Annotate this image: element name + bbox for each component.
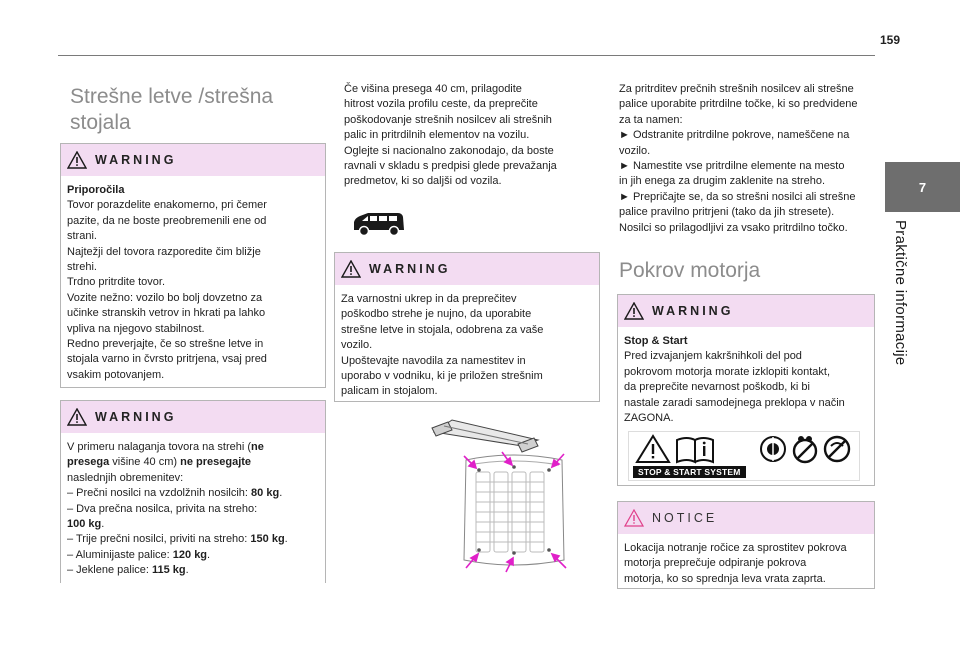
warning-box-stop-start bbox=[617, 294, 875, 486]
text-line: strehi. bbox=[67, 261, 97, 274]
text-line: stojala varno in čvrsto pritrjena, vsaj pred bbox=[67, 353, 267, 366]
text-line: strešne letve in stojala, odobrena za vaše bbox=[341, 323, 544, 336]
text-span: . bbox=[185, 564, 189, 577]
text-line: palice uporabite pritrdilne točke, ki so predvidene bbox=[619, 98, 858, 111]
text-span: – Prečni nosilci na vzdolžnih nosilcih: bbox=[67, 487, 252, 500]
text-span: . bbox=[284, 533, 288, 546]
chapter-title: Praktične informacije bbox=[892, 220, 909, 366]
text-span: – Aluminijaste palice: bbox=[67, 548, 173, 561]
warning-triangle-icon bbox=[67, 408, 87, 426]
sticker-no-hands-icon bbox=[794, 436, 816, 462]
text-line: in jih enega za drugim zaklenite na streho. bbox=[619, 175, 826, 188]
text-line: Nosilci so prilagodljivi za vsako pritrdilno točko. bbox=[619, 221, 848, 234]
warning-triangle-icon bbox=[624, 302, 644, 320]
sticker-manual-icon bbox=[677, 438, 713, 462]
load-value: 115 kg bbox=[152, 564, 186, 577]
text-line: vpliva na njegovo stabilnost. bbox=[67, 322, 205, 335]
text-line: Pred izvajanjem kakršnihkoli del pod bbox=[624, 350, 802, 363]
sticker-icons bbox=[633, 434, 855, 464]
text-span: . bbox=[101, 518, 105, 531]
notice-label: NOTICE bbox=[652, 511, 718, 525]
text-line: pazite, da ne boste preobremenili ene od bbox=[67, 214, 267, 227]
chapter-tab[interactable] bbox=[885, 162, 960, 212]
sticker-label: STOP & START SYSTEM bbox=[633, 466, 746, 478]
text-line: motorja, ko so sprednja leva vrata zaprta. bbox=[624, 572, 826, 585]
text-span: . bbox=[207, 548, 211, 561]
warning-body bbox=[618, 327, 874, 434]
text-line: Redno preverjajte, če so strešne letve in bbox=[67, 338, 264, 351]
text-line: palice pravilno pritrjeni (tako da jih stresete). bbox=[619, 206, 835, 219]
text-line: predmetov, ki so daljši od vozila. bbox=[344, 175, 502, 188]
stop-start-sticker bbox=[628, 431, 860, 481]
load-value: 100 kg bbox=[67, 518, 102, 531]
notice-body bbox=[618, 534, 874, 595]
warning-label: WARNING bbox=[95, 410, 177, 424]
text-line: Tovor porazdelite enakomerno, pri čemer bbox=[67, 199, 267, 212]
text-line: učinke stranskih vetrov in hkrati pa lahko bbox=[67, 307, 266, 320]
text-line: Upoštevajte navodila za namestitev in bbox=[341, 354, 526, 367]
sticker-fan-icon bbox=[761, 437, 785, 461]
text-line: Za varnostni ukrep in da preprečitev bbox=[341, 293, 517, 305]
text-line: vozilo. bbox=[341, 339, 373, 352]
text-bold: ne bbox=[251, 441, 264, 453]
text-line: ► Namestite vse pritrdilne elemente na mesto bbox=[619, 160, 845, 173]
warning-box-approved-bars bbox=[334, 252, 600, 402]
warning-triangle-icon bbox=[341, 260, 361, 278]
text-line: Vozite nežno: vozilo bo bolj dovzetno za bbox=[67, 291, 263, 304]
text-line: naslednjih obremenitev: bbox=[67, 471, 184, 484]
text-span: – Trije prečni nosilci, priviti na streho: bbox=[67, 533, 251, 546]
speed-advice-text bbox=[344, 82, 604, 190]
attachment-instructions bbox=[619, 82, 881, 236]
text-line: Če višina presega 40 cm, prilagodite bbox=[344, 83, 522, 95]
text-bold: ne presegajte bbox=[180, 456, 252, 469]
roof-bar-illustration bbox=[432, 420, 538, 452]
warning-label: WARNING bbox=[369, 262, 451, 276]
text-line: Oglejte si nacionalno zakonodajo, da boste bbox=[344, 144, 554, 157]
text-line: hitrost vozila profilu ceste, da preprečite bbox=[344, 98, 538, 111]
sticker-warning-icon bbox=[637, 436, 669, 462]
text-line: vsakim potovanjem. bbox=[67, 368, 165, 381]
text-span: – Jeklene palice: bbox=[67, 564, 152, 577]
text-line: Lokacija notranje ročice za sprostitev pokrova bbox=[624, 542, 847, 554]
warning-triangle-icon bbox=[67, 151, 87, 169]
notice-box-bonnet-release bbox=[617, 501, 875, 589]
text-line: za ta namen: bbox=[619, 113, 683, 126]
van-icon bbox=[350, 210, 406, 238]
text-line: pokrovom motorja morate izklopiti kontakt, bbox=[624, 365, 831, 378]
text-line: nastale zaradi samodejnega preklopa v način bbox=[624, 396, 845, 409]
text-line: – Dva prečna nosilca, privita na streho: bbox=[67, 502, 258, 515]
chapter-number: 7 bbox=[918, 179, 927, 195]
text-line: ZAGONA. bbox=[624, 412, 674, 425]
sticker-no-tools-icon bbox=[825, 437, 849, 461]
text-line: vozilo. bbox=[619, 144, 651, 157]
warning-header bbox=[61, 401, 325, 433]
text-line: ► Odstranite pritrdilne pokrove, nameščene na bbox=[619, 129, 850, 142]
warning-header bbox=[61, 144, 325, 176]
van-top-view bbox=[464, 455, 564, 565]
load-value: 150 kg bbox=[250, 533, 285, 546]
warning-heading: Stop & Start bbox=[624, 335, 688, 347]
section-title-line: stojala bbox=[70, 111, 131, 134]
header-rule bbox=[58, 55, 875, 56]
text-line: palicam in stojalom. bbox=[341, 385, 438, 398]
section-title-bonnet: Pokrov motorja bbox=[619, 259, 761, 282]
warning-box-recommendations bbox=[60, 143, 326, 388]
warning-heading: Priporočila bbox=[67, 184, 125, 196]
text-line: ravnali v skladu s predpisi glede prevažanja bbox=[344, 160, 557, 173]
warning-body bbox=[335, 285, 599, 408]
text-line: poškodovanje strešnih nosilcev ali strešnih bbox=[344, 113, 552, 126]
text-line: strani. bbox=[67, 230, 97, 243]
text-line: palic in pritrdilnih elementov na vozilu. bbox=[344, 129, 530, 142]
text-bold: presega bbox=[67, 456, 110, 469]
warning-header bbox=[335, 253, 599, 285]
page-number: 159 bbox=[880, 33, 901, 47]
text-line: motorja preprečuje odpiranje pokrova bbox=[624, 557, 807, 570]
warning-body bbox=[61, 176, 325, 391]
notice-header bbox=[618, 502, 874, 534]
text-line: ► Prepričajte se, da so strešni nosilci ali strešne bbox=[619, 190, 856, 203]
text-line: da preprečite nevarnost poškodb, ki bi bbox=[624, 381, 810, 394]
text-line: poškodbo strehe je nujno, da uporabite bbox=[341, 308, 532, 321]
notice-triangle-icon bbox=[624, 509, 644, 527]
warning-header bbox=[618, 295, 874, 327]
text-line: Za pritrditev prečnih strešnih nosilcev ali strešne bbox=[619, 83, 854, 95]
text-span: V primeru nalaganja tovora na strehi ( bbox=[67, 441, 252, 453]
warning-label: WARNING bbox=[652, 304, 734, 318]
load-value: 80 kg bbox=[251, 487, 280, 500]
text-span: višine 40 cm) bbox=[109, 456, 181, 469]
section-title-roof-bars bbox=[70, 84, 330, 136]
text-line: Trdno pritrdite tovor. bbox=[67, 276, 166, 289]
text-line: Najtežji del tovora razporedite čim bližje bbox=[67, 245, 261, 258]
roof-attachment-diagram bbox=[414, 410, 614, 580]
warning-label: WARNING bbox=[95, 153, 177, 167]
section-title-line: Strešne letve /strešna bbox=[70, 85, 274, 108]
load-value: 120 kg bbox=[172, 548, 208, 561]
text-line: uporabo v vodniku, ki je priložen strešnim bbox=[341, 370, 543, 383]
warning-body bbox=[61, 433, 325, 587]
text-span: . bbox=[279, 487, 283, 500]
warning-box-load-limits bbox=[60, 400, 326, 583]
